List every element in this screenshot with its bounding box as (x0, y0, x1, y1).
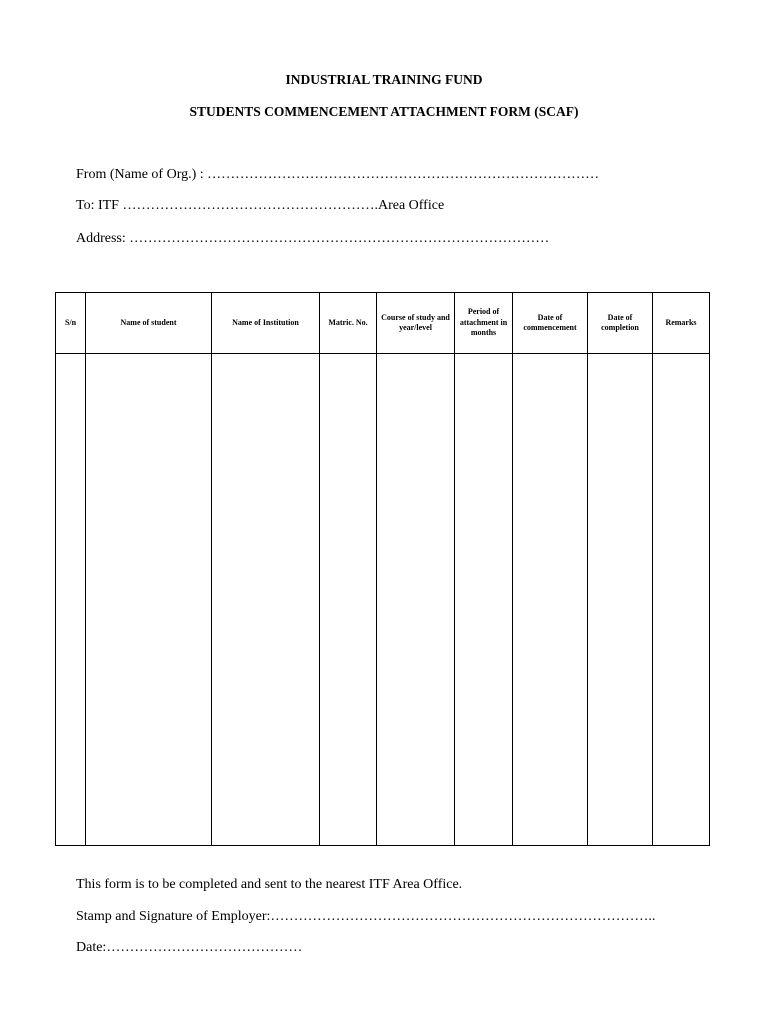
column-header-date-of-commencement: Date of commencement (513, 293, 588, 354)
column-header-name-of-institution: Name of Institution (212, 293, 320, 354)
cell-name-of-institution (212, 354, 320, 846)
date-field: Date:…………………………………… (76, 940, 303, 955)
form-title: INDUSTRIAL TRAINING FUND (285, 72, 483, 87)
cell-date-of-commencement (513, 354, 588, 846)
column-header-sn: S/n (56, 293, 86, 354)
table-row (56, 354, 710, 846)
column-header-date-of-completion: Date of completion (588, 293, 653, 354)
column-header-period-of-attachment: Period of attachment in months (455, 293, 513, 354)
form-subtitle: STUDENTS COMMENCEMENT ATTACHMENT FORM (SCAF) (189, 104, 579, 119)
cell-sn (56, 354, 86, 846)
to-itf-area-office-field: To: ITF ……………………………………………….Area Office (76, 198, 445, 213)
cell-remarks (653, 354, 710, 846)
instruction-note: This form is to be completed and sent to the nearest ITF Area Office. (76, 877, 463, 892)
cell-date-of-completion (588, 354, 653, 846)
table-header-row (56, 293, 710, 354)
column-header-matric-no: Matric. No. (320, 293, 377, 354)
address-field: Address: ……………………………………………………………………………… (76, 231, 550, 246)
cell-course-of-study (377, 354, 455, 846)
from-organization-field: From (Name of Org.) : ………………………………………………………………………… (76, 167, 600, 182)
employer-stamp-signature-field: Stamp and Signature of Employer:……………………………………………………………………….. (76, 909, 656, 924)
cell-period-of-attachment (455, 354, 513, 846)
column-header-name-of-student: Name of student (86, 293, 212, 354)
cell-name-of-student (86, 354, 212, 846)
students-table (55, 292, 710, 846)
cell-matric-no (320, 354, 377, 846)
column-header-course-of-study: Course of study and year/level (377, 293, 455, 354)
column-header-remarks: Remarks (653, 293, 710, 354)
